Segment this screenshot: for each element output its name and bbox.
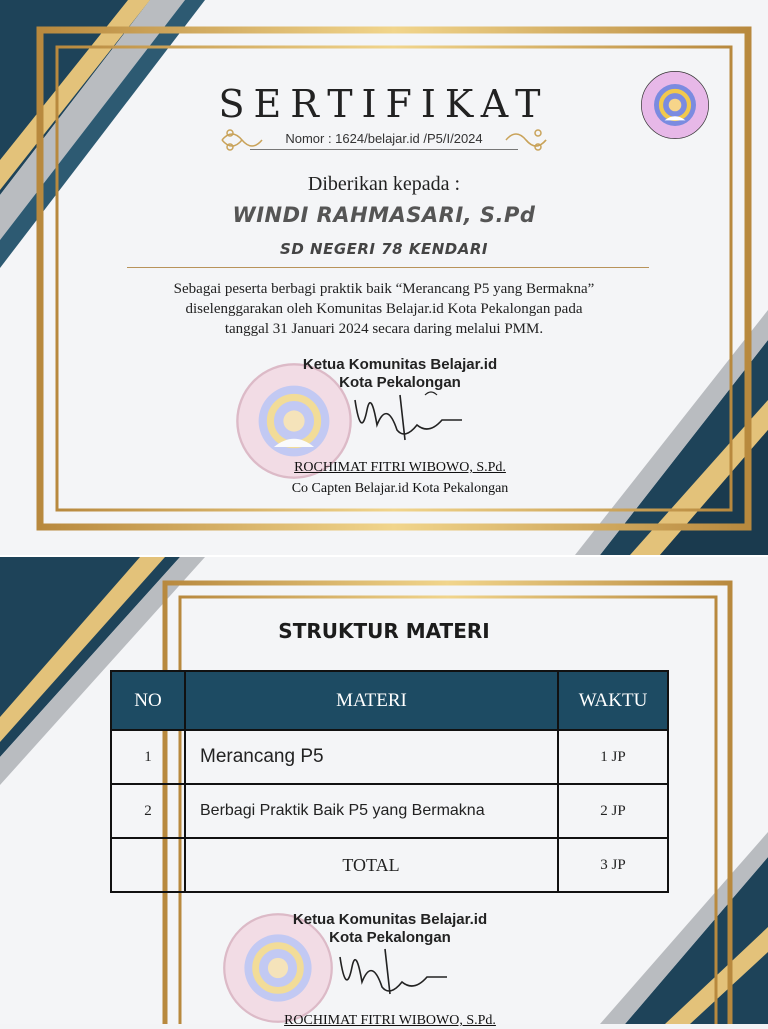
recipient-school: SD NEGERI 78 KENDARI [280,240,488,258]
table-row [111,730,668,784]
row-waktu: 1 JP [558,730,668,784]
signature-block [260,356,540,392]
description-line-2: diselenggarakan oleh Komunitas Belajar.id Kota Pekalongan pada [185,301,583,317]
org-line-2-2: Kota Pekalongan [329,929,451,946]
total-waktu: 3 JP [558,838,668,892]
signer-name-2: ROCHIMAT FITRI WIBOWO, S.Pd. [284,1013,496,1028]
table-total-row [111,838,668,892]
structure-title: STRUKTUR MATERI [278,619,490,643]
org-line-1-2: Ketua Komunitas Belajar.id [292,911,488,928]
table-header-row [111,671,668,730]
row-materi: Berbagi Praktik Baik P5 yang Bermakna [185,784,558,838]
recipient-name: WINDI RAHMASARI, S.Pd [232,203,536,227]
header-waktu: WAKTU [558,671,668,730]
description-line-1: Sebagai peserta berbagi praktik baik “Merancang P5 yang Bermakna” [173,281,595,297]
row-no: 2 [111,784,185,838]
signature-block-2 [250,911,530,947]
certificate-number: Nomor : 1624/belajar.id /P5/I/2024 [250,131,518,150]
header-materi: MATERI [185,671,558,730]
certificate-description [110,279,658,339]
row-no: 1 [111,730,185,784]
certificate-title: SERTIFIKAT [218,82,550,126]
row-waktu: 2 JP [558,784,668,838]
signer-role: Co Capten Belajar.id Kota Pekalongan [291,481,509,496]
org-line-2: Kota Pekalongan [339,374,461,391]
divider [127,267,649,268]
total-label: TOTAL [185,838,558,892]
header-no: NO [111,671,185,730]
row-materi: Merancang P5 [185,730,558,784]
org-line-1: Ketua Komunitas Belajar.id [302,356,498,373]
materials-table [110,670,669,893]
total-no [111,838,185,892]
given-to-label: Diberikan kepada : [307,173,461,195]
description-line-3: tanggal 31 Januari 2024 secara daring melalui PMM. [224,321,544,337]
community-logo [640,70,710,140]
table-row [111,784,668,838]
signer-name: ROCHIMAT FITRI WIBOWO, S.Pd. [294,460,506,475]
